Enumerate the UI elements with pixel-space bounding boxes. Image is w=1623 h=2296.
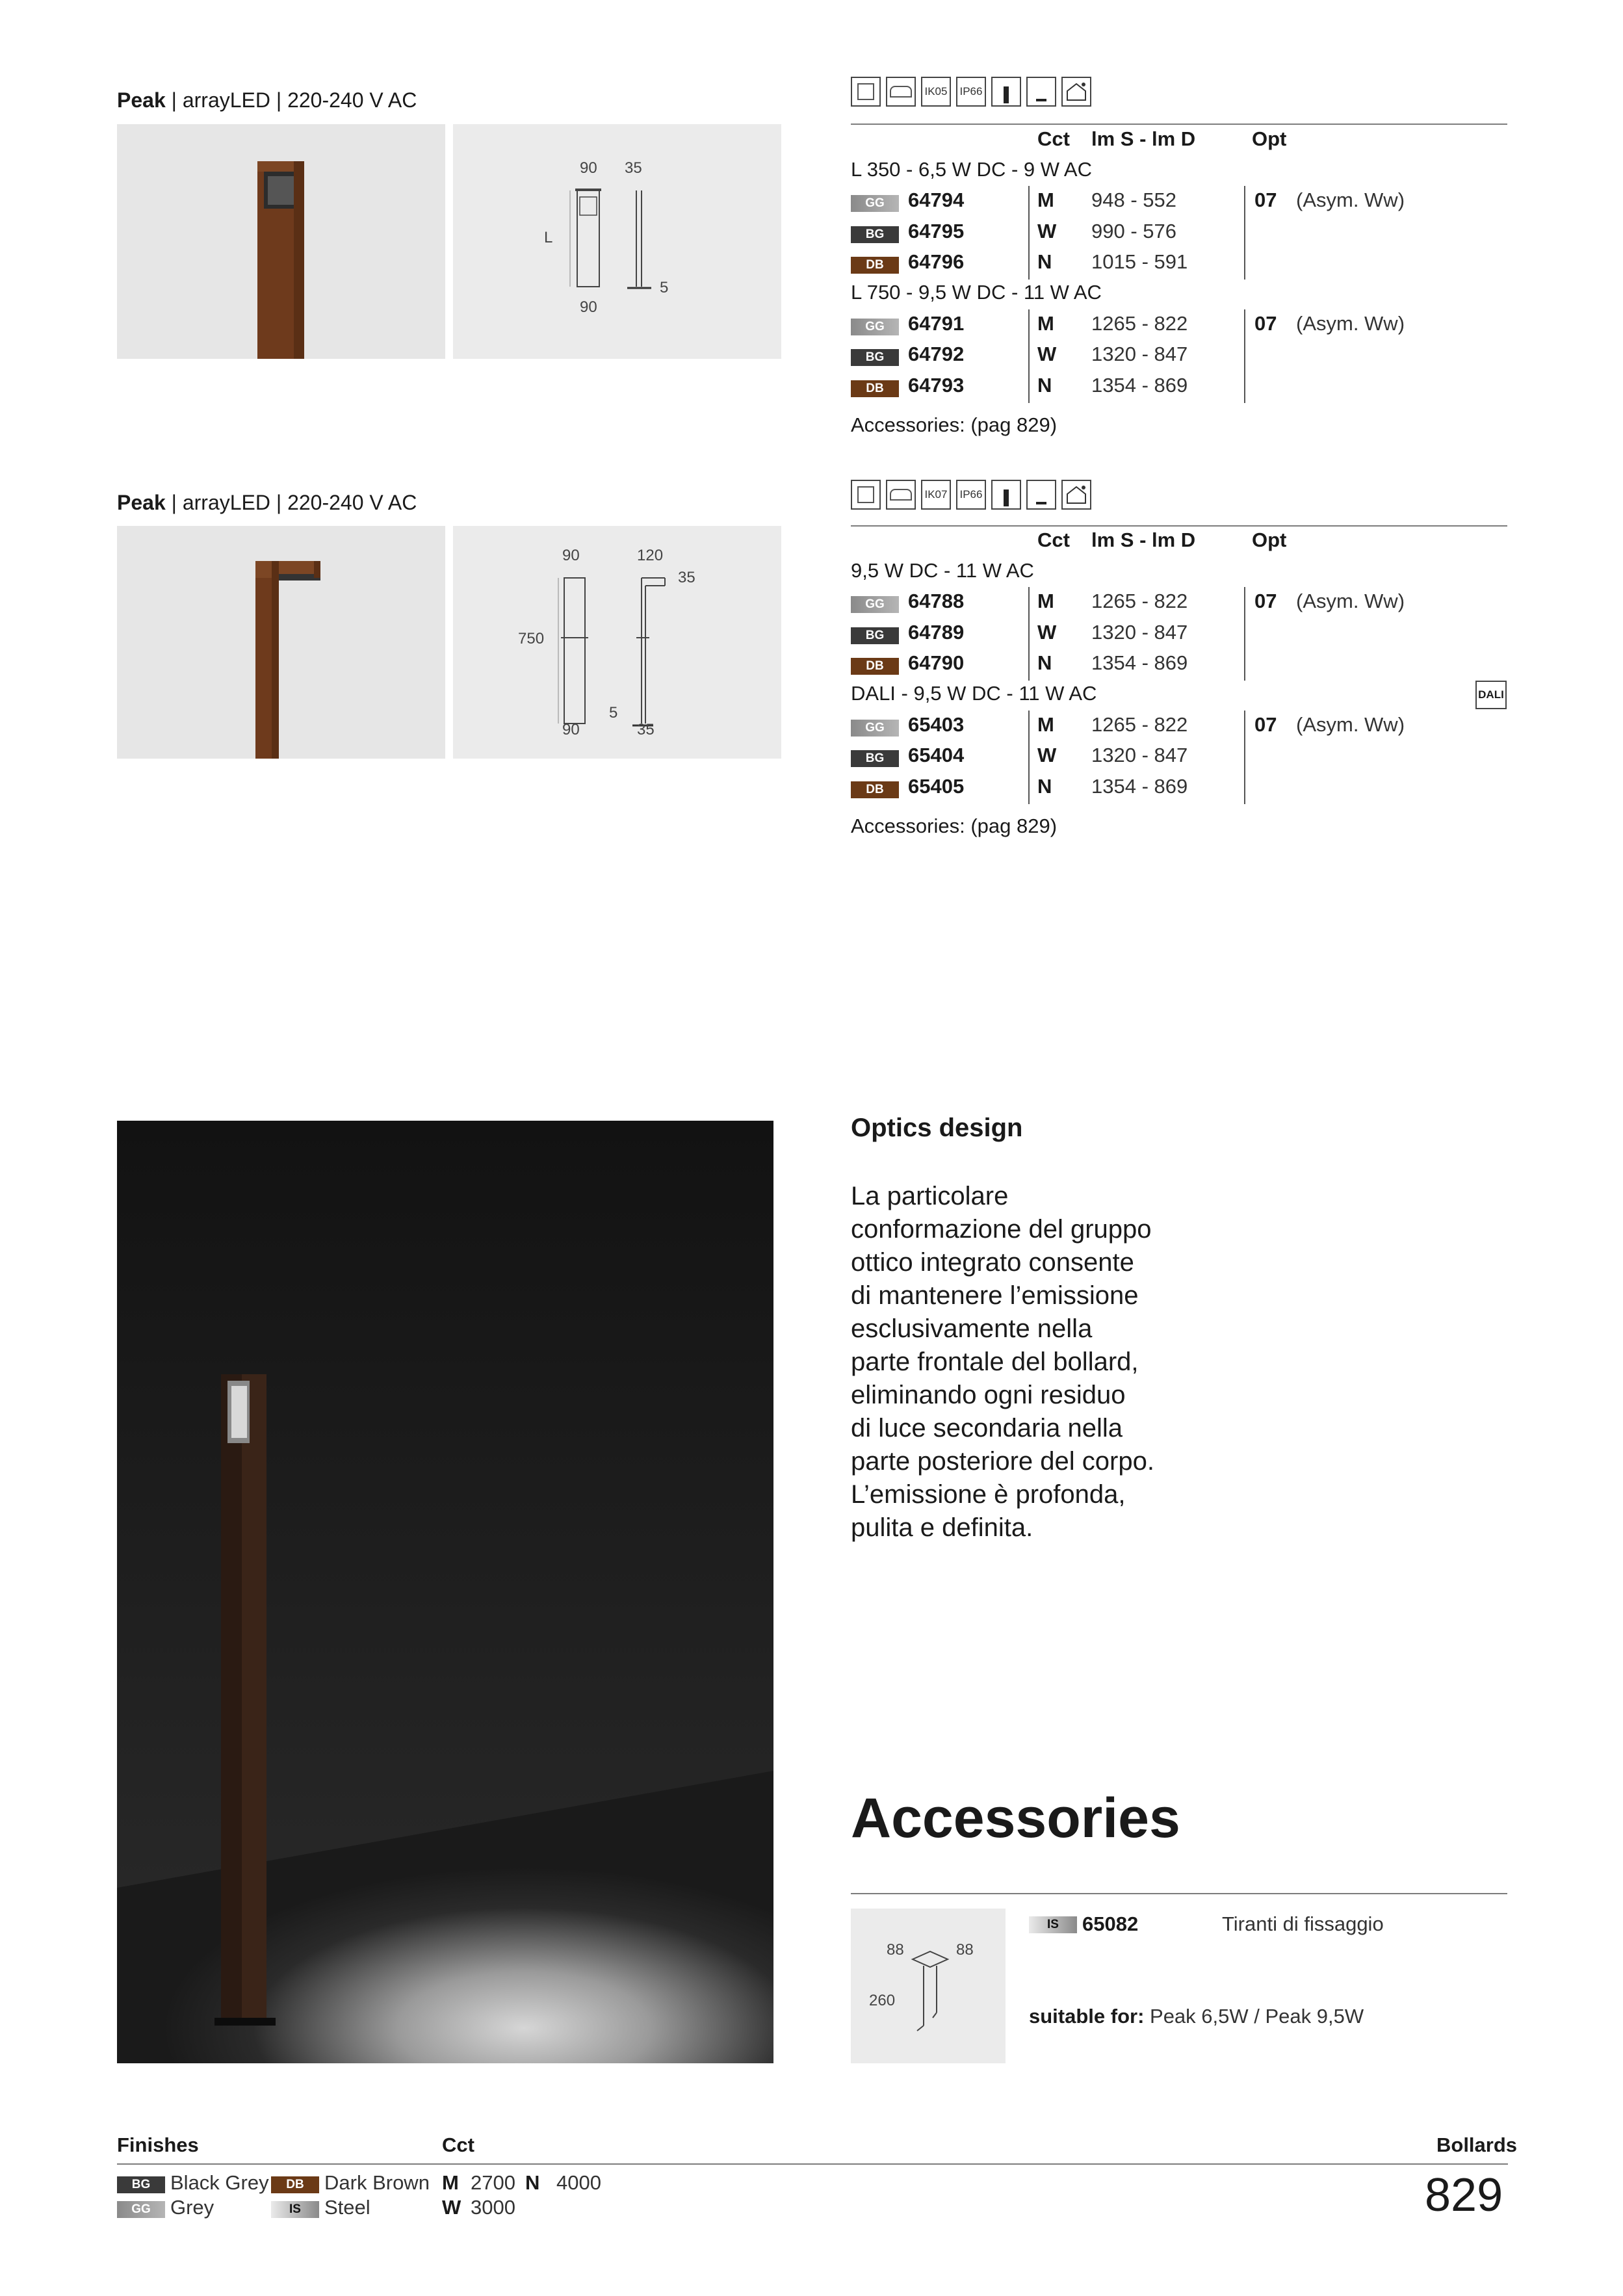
dim-bottom: 90: [580, 298, 597, 316]
dim-width: 88: [887, 1941, 904, 1959]
dim-side: L: [544, 229, 553, 246]
body-line: conformazione del gruppo: [851, 1215, 1152, 1244]
outdoor-house-icon: [1061, 77, 1091, 107]
dim-top-left: 90: [580, 159, 597, 177]
suitable-for: [1029, 2005, 1364, 2028]
product-code: 64788: [908, 590, 965, 612]
finish-badge: GG: [851, 195, 899, 212]
body-line: ottico integrato consente: [851, 1248, 1134, 1277]
product-2-title: Peak | arrayLED | 220-240 V AC: [117, 491, 417, 514]
finish-name: Grey: [170, 2196, 214, 2219]
product-code: 64790: [908, 651, 965, 674]
optic-desc: (Asym. Ww): [1296, 312, 1405, 335]
optic-code: 07: [1254, 590, 1277, 612]
group-title: 9,5 W DC - 11 W AC: [851, 559, 1034, 582]
dim-top-right: 35: [625, 159, 642, 177]
optic-desc: (Asym. Ww): [1296, 590, 1405, 612]
footer-rule: [117, 2163, 1508, 2165]
cct-value: N: [1037, 250, 1052, 273]
finishes-legend: [117, 2171, 442, 2230]
cct-value: W: [1037, 744, 1057, 766]
square-icon: [851, 77, 881, 107]
optics-body: [851, 1180, 1215, 1545]
finish-badge: DB: [851, 257, 899, 274]
lumen-value: 1320 - 847: [1091, 343, 1188, 365]
optic-desc: (Asym. Ww): [1296, 713, 1405, 736]
lumen-value: 1354 - 869: [1091, 374, 1188, 397]
luminaire-icon: [886, 77, 916, 107]
group-title: DALI - 9,5 W DC - 11 W AC: [851, 682, 1097, 705]
cct-value: 2700: [471, 2171, 515, 2194]
product-1-icons: [851, 77, 1091, 107]
product-2-photo: [117, 526, 445, 759]
cct-code: M: [442, 2171, 459, 2194]
cct-header: Cct: [1037, 528, 1070, 551]
cct-value: 3000: [471, 2196, 515, 2219]
bollard-icon: [991, 480, 1021, 510]
finish-name: Steel: [324, 2196, 370, 2219]
table-row[interactable]: [851, 189, 1507, 220]
table-row[interactable]: [851, 220, 1507, 251]
cct-label: Cct: [442, 2133, 474, 2156]
cct-value: M: [1037, 713, 1054, 736]
cct-code: N: [525, 2171, 540, 2194]
ambient-photo: [117, 1121, 773, 2063]
cct-code: W: [442, 2196, 461, 2219]
table-row[interactable]: [851, 312, 1507, 343]
finish-badge: BG: [851, 349, 899, 366]
square-icon: [851, 480, 881, 510]
optic-code: 07: [1254, 189, 1277, 211]
accessory-description: Tiranti di fissaggio: [1222, 1912, 1384, 1935]
group-title: L 750 - 9,5 W DC - 11 W AC: [851, 281, 1102, 304]
product-code: 64789: [908, 621, 965, 644]
product-2-table: [851, 528, 1507, 919]
finish-badge: BG: [851, 226, 899, 243]
product-code: 64793: [908, 374, 965, 397]
product-2-icons: [851, 480, 1091, 510]
cct-value: N: [1037, 651, 1052, 674]
lumen-value: 990 - 576: [1091, 220, 1176, 242]
table-row[interactable]: [851, 343, 1507, 374]
accessories-title: Accessories: [851, 1787, 1180, 1849]
lumen-value: 1354 - 869: [1091, 775, 1188, 798]
suitable-label: suitable for:: [1029, 2005, 1145, 2028]
product-code: 64794: [908, 189, 965, 211]
cct-value: W: [1037, 343, 1057, 365]
body-line: eliminando ogni residuo: [851, 1381, 1126, 1409]
luminaire-icon: [886, 480, 916, 510]
cct-value: 4000: [556, 2171, 601, 2194]
opt-header: Opt: [1252, 528, 1287, 551]
table-row[interactable]: [851, 250, 1507, 281]
cct-value: N: [1037, 775, 1052, 798]
optics-title: Optics design: [851, 1114, 1023, 1142]
cct-value: W: [1037, 621, 1057, 644]
lumen-value: 948 - 552: [1091, 189, 1176, 211]
finish-name: Black Grey: [170, 2171, 269, 2194]
lumen-value: 1265 - 822: [1091, 713, 1188, 736]
table-row[interactable]: [851, 713, 1507, 744]
finish-badge: GG: [117, 2201, 165, 2218]
finish-badge: IS: [1029, 1916, 1077, 1933]
finish-badge: IS: [271, 2201, 319, 2218]
body-line: L’emissione è profonda,: [851, 1480, 1126, 1509]
lm-header: lm S - lm D: [1091, 127, 1196, 150]
cct-value: N: [1037, 374, 1052, 397]
product-code: 64796: [908, 250, 965, 273]
finish-badge: BG: [117, 2176, 165, 2193]
finish-badge: GG: [851, 720, 899, 737]
ik-rating-icon: IK05: [921, 77, 951, 107]
dim-height: 750: [518, 630, 545, 647]
ik-rating-icon: IK07: [921, 480, 951, 510]
dim-foot: 5: [609, 704, 618, 722]
product-2-drawing: [453, 526, 781, 759]
product-1-table: [851, 127, 1507, 517]
page-number: 829: [1425, 2169, 1503, 2221]
optic-code: 07: [1254, 312, 1277, 335]
product-1-drawing: [453, 124, 781, 359]
finish-badge: BG: [851, 750, 899, 767]
table-row[interactable]: [851, 744, 1507, 775]
product-code: 65403: [908, 713, 965, 736]
group-title: L 350 - 6,5 W DC - 9 W AC: [851, 158, 1092, 181]
table-row[interactable]: [851, 374, 1507, 405]
ip-rating-icon: IP66: [956, 77, 986, 107]
suitable-value: Peak 6,5W / Peak 9,5W: [1144, 2005, 1364, 2028]
finish-name: Dark Brown: [324, 2171, 430, 2194]
lumen-value: 1320 - 847: [1091, 621, 1188, 644]
finish-badge: DB: [851, 658, 899, 675]
dim-arm: 35: [678, 569, 695, 586]
table-row[interactable]: [851, 621, 1507, 652]
accessories-link[interactable]: Accessories: (pag 829): [851, 815, 1058, 837]
lumen-value: 1015 - 591: [1091, 250, 1188, 273]
body-line: La particolare: [851, 1182, 1009, 1210]
body-line: pulita e definita.: [851, 1513, 1033, 1542]
finish-badge: DB: [851, 380, 899, 397]
lumen-value: 1320 - 847: [1091, 744, 1188, 766]
accessory-code: 65082: [1082, 1912, 1139, 1935]
table-row[interactable]: [851, 775, 1507, 806]
dim-height: 260: [869, 1992, 896, 2009]
lumen-value: 1265 - 822: [1091, 590, 1188, 612]
body-line: parte posteriore del corpo.: [851, 1447, 1154, 1476]
cct-value: M: [1037, 590, 1054, 612]
product-1-title: Peak | arrayLED | 220-240 V AC: [117, 88, 417, 112]
product-1-rule: [851, 124, 1507, 125]
dim-bottom-right: 35: [637, 721, 655, 738]
product-code: 65404: [908, 744, 965, 766]
accessories-rule: [851, 1893, 1507, 1894]
cct-header: Cct: [1037, 127, 1070, 150]
category-label: Bollards: [1436, 2133, 1518, 2156]
body-line: di luce secondaria nella: [851, 1414, 1123, 1442]
accessory-row[interactable]: [1029, 1912, 1510, 1951]
dim-foot: 5: [660, 279, 669, 296]
product-2-rule: [851, 525, 1507, 527]
ip-rating-icon: IP66: [956, 480, 986, 510]
lumen-value: 1265 - 822: [1091, 312, 1188, 335]
body-line: di mantenere l’emissione: [851, 1281, 1139, 1310]
table-row[interactable]: [851, 651, 1507, 683]
finish-badge: DB: [271, 2176, 319, 2193]
product-code: 64795: [908, 220, 965, 242]
finish-badge: GG: [851, 596, 899, 613]
cct-legend: [442, 2171, 637, 2230]
dali-badge-icon: DALI: [1475, 681, 1507, 709]
optic-desc: (Asym. Ww): [1296, 189, 1405, 211]
cct-value: W: [1037, 220, 1057, 242]
finish-badge: GG: [851, 319, 899, 335]
finish-badge: BG: [851, 627, 899, 644]
accessory-drawing: [851, 1909, 1006, 2063]
floor-icon: [1026, 77, 1056, 107]
outdoor-house-icon: [1061, 480, 1091, 510]
floor-icon: [1026, 480, 1056, 510]
cct-value: M: [1037, 312, 1054, 335]
product-code: 64792: [908, 343, 965, 365]
lumen-value: 1354 - 869: [1091, 651, 1188, 674]
lm-header: lm S - lm D: [1091, 528, 1196, 551]
optic-code: 07: [1254, 713, 1277, 736]
dim-top-right: 120: [637, 547, 664, 564]
finishes-label: Finishes: [117, 2133, 199, 2156]
cct-value: M: [1037, 189, 1054, 211]
product-1-photo: [117, 124, 445, 359]
dim-bottom-left: 90: [562, 721, 580, 738]
body-line: parte frontale del bollard,: [851, 1348, 1139, 1376]
body-line: esclusivamente nella: [851, 1314, 1093, 1343]
opt-header: Opt: [1252, 127, 1287, 150]
finish-badge: DB: [851, 781, 899, 798]
product-code: 65405: [908, 775, 965, 798]
table-row[interactable]: [851, 590, 1507, 621]
dim-depth: 88: [956, 1941, 974, 1959]
accessories-link[interactable]: Accessories: (pag 829): [851, 413, 1058, 436]
bollard-icon: [991, 77, 1021, 107]
product-code: 64791: [908, 312, 965, 335]
dim-top-left: 90: [562, 547, 580, 564]
